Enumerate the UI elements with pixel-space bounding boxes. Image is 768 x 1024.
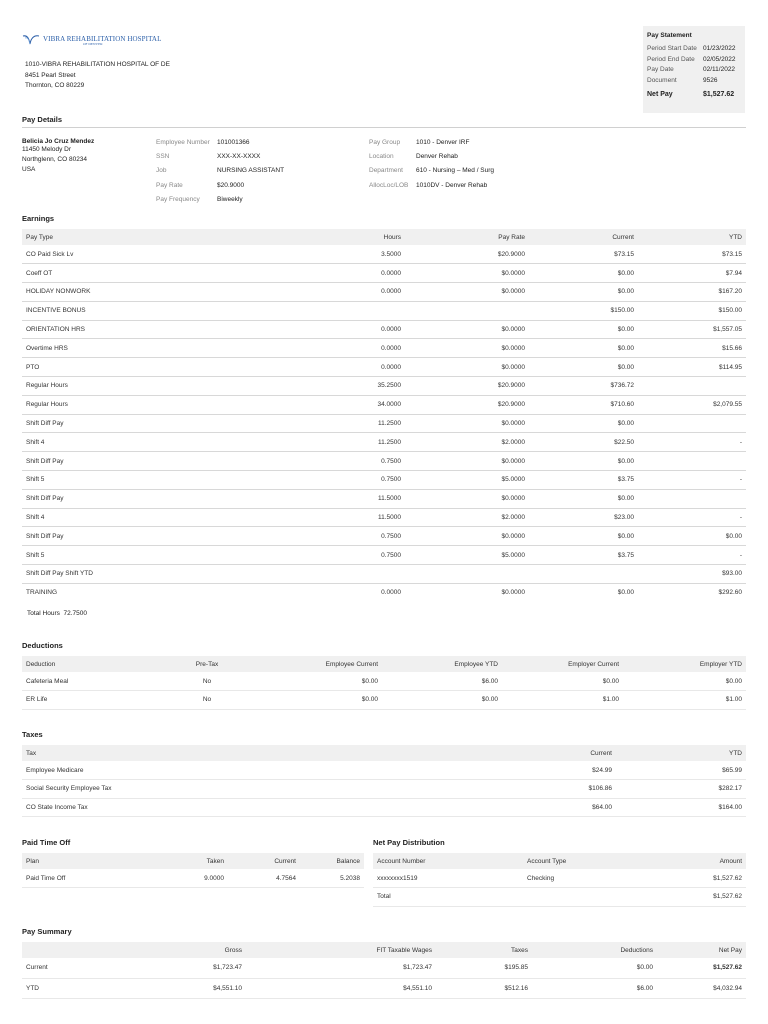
cell: $24.99	[446, 761, 616, 780]
cell: Cafeteria Meal	[22, 672, 147, 691]
npd-header-row	[373, 853, 746, 869]
employee-info	[22, 138, 94, 175]
table-row	[22, 414, 746, 433]
earnings-title: Earnings	[22, 214, 55, 223]
cell: -	[638, 546, 746, 565]
cell: Shift Diff Pay	[22, 414, 302, 433]
cell: $23.00	[529, 508, 638, 527]
cell: 0.0000	[302, 283, 405, 302]
table-row	[22, 527, 746, 546]
col-header: Tax	[22, 745, 446, 761]
cell: $0.00	[529, 339, 638, 358]
cell: $1,527.62	[643, 888, 746, 907]
cell: $0.00	[267, 672, 382, 691]
cell: $0.0000	[405, 452, 529, 471]
employee-address-3: USA	[22, 166, 36, 173]
cell: 0.0000	[302, 583, 405, 602]
detail-row	[156, 192, 284, 206]
detail-label: Pay Frequency	[156, 195, 200, 203]
col-header: Pre-Tax	[147, 656, 267, 672]
company-address	[25, 60, 170, 92]
detail-label: Job	[156, 167, 167, 175]
cell: Shift Diff Pay	[22, 489, 302, 508]
cell: 35.2500	[302, 377, 405, 396]
cell: $1,723.47	[112, 958, 246, 978]
table-row	[22, 301, 746, 320]
taxes-table	[22, 745, 746, 817]
cell: 0.7500	[302, 471, 405, 490]
cell: $0.00	[267, 691, 382, 710]
table-row	[22, 583, 746, 602]
table-row	[22, 320, 746, 339]
statement-label: Document	[647, 76, 677, 84]
detail-value: Biweekly	[217, 195, 243, 203]
cell: $0.00	[529, 583, 638, 602]
cell	[638, 489, 746, 508]
cell: $0.0000	[405, 264, 529, 283]
cell	[405, 301, 529, 320]
col-header: YTD	[638, 229, 746, 245]
cell: HOLIDAY NONWORK	[22, 283, 302, 302]
detail-row	[156, 135, 284, 149]
cell: -	[638, 471, 746, 490]
cell: $3.75	[529, 471, 638, 490]
cell: $4,551.10	[246, 978, 436, 998]
detail-label: Employee Number	[156, 138, 210, 146]
col-header: Amount	[643, 853, 746, 869]
col-header: Net Pay	[657, 942, 746, 958]
cell: $736.72	[529, 377, 638, 396]
cell: $0.00	[529, 414, 638, 433]
table-row	[22, 798, 746, 817]
cell: $93.00	[638, 565, 746, 584]
taxes-title: Taxes	[22, 730, 43, 739]
cell: Shift 5	[22, 471, 302, 490]
net-pay-value: $1,527.62	[703, 91, 735, 98]
employee-address-2: Northglenn, CO 80234	[22, 156, 88, 163]
company-street: 8451 Pearl Street	[25, 71, 76, 79]
statement-net-pay	[647, 91, 741, 98]
summary-header-row	[22, 942, 746, 958]
statement-row	[647, 65, 741, 76]
detail-value: 1010DV - Denver Rehab	[416, 181, 488, 189]
summary-table	[22, 942, 746, 999]
col-header: Pay Type	[22, 229, 302, 245]
cell: 11.5000	[302, 508, 405, 527]
cell: $0.00	[529, 283, 638, 302]
deductions-table	[22, 656, 746, 710]
cell: Regular Hours	[22, 395, 302, 414]
cell: $65.99	[616, 761, 746, 780]
summary-title: Pay Summary	[22, 927, 72, 936]
cell: No	[147, 691, 267, 710]
cell: $20.9000	[497, 250, 525, 258]
cell: $0.00	[529, 264, 638, 283]
cell: $0.00	[529, 527, 638, 546]
cell: $1,527.62	[643, 869, 746, 888]
detail-row	[156, 149, 284, 163]
cell: 5.2038	[300, 869, 364, 888]
cell: $0.0000	[405, 414, 529, 433]
cell: $2.0000	[405, 508, 529, 527]
cell: ORIENTATION HRS	[22, 320, 302, 339]
cell: $20.9000	[405, 395, 529, 414]
cell: $7.94	[638, 264, 746, 283]
cell: 0.0000	[302, 264, 405, 283]
col-header: Current	[228, 853, 300, 869]
pay-statement-title: Pay Statement	[647, 32, 692, 39]
cell: $0.0000	[405, 489, 529, 508]
cell: $0.00	[382, 691, 502, 710]
cell: Current	[22, 958, 112, 978]
detail-value: NURSING ASSISTANT	[217, 167, 285, 175]
total-hours-label: Total Hours	[27, 610, 60, 617]
npd-table	[373, 853, 746, 907]
cell: $73.15	[614, 250, 634, 258]
statement-value: 02/11/2022	[703, 66, 736, 73]
table-row	[22, 452, 746, 471]
cell: 0.0000	[302, 358, 405, 377]
cell: $0.00	[638, 527, 746, 546]
total-hours-value: 72.7500	[63, 610, 87, 617]
cell: Shift 4	[22, 433, 302, 452]
table-row	[22, 471, 746, 490]
cell: 34.0000	[302, 395, 405, 414]
detail-row	[369, 149, 494, 163]
col-header: Pay Rate	[405, 229, 529, 245]
cell: $0.0000	[405, 358, 529, 377]
total-hours	[27, 610, 87, 617]
table-row	[22, 869, 364, 888]
pto-title: Paid Time Off	[22, 838, 71, 847]
detail-label: Location	[369, 152, 394, 160]
cell: Shift 5	[22, 546, 302, 565]
cell: Checking	[523, 869, 643, 888]
col-header: Deduction	[22, 656, 147, 672]
cell: $0.0000	[405, 320, 529, 339]
col-header: Employee YTD	[382, 656, 502, 672]
table-row	[22, 283, 746, 302]
table-row	[22, 672, 746, 691]
cell: Employee Medicare	[22, 761, 446, 780]
cell: $0.00	[532, 958, 657, 978]
cell: $4,551.10	[112, 978, 246, 998]
cell: 0.7500	[302, 452, 405, 471]
cell: $0.0000	[405, 283, 529, 302]
employee-name: Belicia Jo Cruz Mendez	[22, 138, 95, 145]
table-row	[22, 339, 746, 358]
table-row	[22, 489, 746, 508]
cell: $164.00	[616, 798, 746, 817]
cell	[302, 301, 405, 320]
table-row	[22, 958, 746, 978]
col-header: Gross	[112, 942, 246, 958]
cell: $6.00	[532, 978, 657, 998]
table-row	[22, 761, 746, 780]
cell: $6.00	[382, 672, 502, 691]
detail-value: 610 - Nursing – Med / Surg	[416, 167, 495, 175]
cell: YTD	[22, 978, 112, 998]
cell: 4.7564	[228, 869, 300, 888]
cell: $114.95	[638, 358, 746, 377]
cell: $0.00	[529, 358, 638, 377]
npd-title: Net Pay Distribution	[373, 838, 445, 847]
table-row	[22, 433, 746, 452]
table-row	[22, 358, 746, 377]
cell	[529, 565, 638, 584]
table-row	[22, 691, 746, 710]
detail-value: 1010 - Denver IRF	[416, 138, 470, 146]
cell: 0.7500	[302, 546, 405, 565]
cell: $0.00	[529, 489, 638, 508]
cell: 0.7500	[302, 527, 405, 546]
pay-statement-box	[643, 26, 745, 113]
cell: $0.00	[529, 320, 638, 339]
divider	[22, 127, 746, 128]
pay-details-col3	[369, 135, 494, 192]
detail-label: Pay Rate	[156, 181, 183, 189]
col-header: Current	[446, 745, 616, 761]
cell: $0.00	[529, 452, 638, 471]
cell	[638, 377, 746, 396]
cell: Shift 4	[22, 508, 302, 527]
cell: Overtime HRS	[22, 339, 302, 358]
logo-subtext: OF DENVER	[83, 41, 103, 46]
cell	[523, 888, 643, 907]
table-row	[22, 395, 746, 414]
statement-value: 01/23/2022	[703, 45, 736, 52]
net-pay-label: Net Pay	[647, 91, 673, 98]
cell: $1.00	[623, 691, 746, 710]
cell: $73.15	[722, 250, 742, 258]
cell: $150.00	[638, 301, 746, 320]
col-header: Account Number	[373, 853, 523, 869]
cell: $1,723.47	[246, 958, 436, 978]
col-header: Current	[529, 229, 638, 245]
cell: Regular Hours	[22, 377, 302, 396]
detail-label: Department	[369, 167, 403, 175]
col-header: FIT Taxable Wages	[246, 942, 436, 958]
cell: 9.0000	[142, 869, 228, 888]
cell: $167.20	[638, 283, 746, 302]
vibra-swirl-icon	[22, 34, 40, 46]
cell: $22.50	[529, 433, 638, 452]
cell: 11.5000	[302, 489, 405, 508]
table-row	[22, 565, 746, 584]
cell: $1.00	[502, 691, 623, 710]
cell: $3.75	[529, 546, 638, 565]
cell: -	[638, 508, 746, 527]
detail-row	[369, 178, 494, 192]
cell: 11.2500	[302, 414, 405, 433]
col-header: Plan	[22, 853, 142, 869]
detail-row	[369, 164, 494, 178]
cell: $0.0000	[405, 339, 529, 358]
detail-row	[156, 164, 284, 178]
detail-value: XXX-XX-XXXX	[217, 152, 261, 160]
cell: Paid Time Off	[22, 869, 142, 888]
pto-header-row	[22, 853, 364, 869]
col-header: Taxes	[436, 942, 532, 958]
cell: $0.00	[502, 672, 623, 691]
cell: $150.00	[529, 301, 638, 320]
earnings-header-row	[22, 229, 746, 245]
table-row	[22, 377, 746, 396]
cell: 11.2500	[302, 433, 405, 452]
detail-value: $20.9000	[217, 181, 245, 189]
col-header: Employer Current	[502, 656, 623, 672]
detail-row	[369, 135, 494, 149]
statement-label: Pay Date	[647, 66, 674, 73]
cell: CO Paid Sick Lv	[26, 250, 74, 258]
cell: ER Life	[22, 691, 147, 710]
company-city: Thornton, CO 80229	[25, 82, 85, 89]
cell: Shift Diff Pay	[22, 527, 302, 546]
pto-table	[22, 853, 364, 888]
cell	[638, 414, 746, 433]
table-row	[373, 869, 746, 888]
cell: $0.0000	[405, 583, 529, 602]
cell: CO State Income Tax	[22, 798, 446, 817]
statement-row	[647, 55, 741, 66]
cell: 0.0000	[302, 339, 405, 358]
table-row	[22, 780, 746, 799]
detail-label: Pay Group	[369, 138, 401, 146]
col-header: Balance	[300, 853, 364, 869]
npd-total-row	[373, 888, 746, 907]
pay-details-col2	[156, 135, 284, 206]
col-header: Deductions	[532, 942, 657, 958]
cell: $292.60	[638, 583, 746, 602]
cell: $0.00	[623, 672, 746, 691]
table-row	[22, 546, 746, 565]
cell: $710.60	[529, 395, 638, 414]
cell: $64.00	[446, 798, 616, 817]
cell: $106.86	[446, 780, 616, 799]
col-header: Hours	[302, 229, 405, 245]
deductions-header-row	[22, 656, 746, 672]
detail-label: AllocLoc/LOB	[369, 181, 409, 189]
cell: TRAINING	[22, 583, 302, 602]
cell: 3.5000	[381, 250, 401, 258]
col-header	[22, 942, 112, 958]
earnings-table	[22, 229, 746, 602]
cell: Coeff OT	[22, 264, 302, 283]
cell: xxxxxxxx1519	[373, 869, 523, 888]
detail-value: Denver Rehab	[416, 152, 458, 160]
statement-label: Period Start Date	[647, 45, 697, 52]
cell: -	[638, 433, 746, 452]
deductions-title: Deductions	[22, 641, 63, 650]
statement-value: 02/05/2022	[703, 55, 736, 63]
cell: $512.16	[436, 978, 532, 998]
cell: $2.0000	[405, 433, 529, 452]
cell: Shift Diff Pay Shift YTD	[22, 565, 302, 584]
cell: 0.0000	[302, 320, 405, 339]
company-name: 1010-VIBRA REHABILITATION HOSPITAL OF DE	[25, 61, 170, 68]
cell: $1,557.05	[638, 320, 746, 339]
table-row	[22, 508, 746, 527]
col-header: Employee Current	[267, 656, 382, 672]
cell: $5.0000	[405, 471, 529, 490]
cell: $282.17	[616, 780, 746, 799]
cell	[405, 565, 529, 584]
pay-details-title: Pay Details	[22, 115, 63, 124]
statement-value: 9526	[703, 76, 718, 84]
cell: $20.9000	[405, 377, 529, 396]
col-header: Account Type	[523, 853, 643, 869]
statement-row	[647, 44, 741, 55]
table-row	[22, 978, 746, 998]
taxes-header-row	[22, 745, 746, 761]
cell	[638, 452, 746, 471]
col-header: Taken	[142, 853, 228, 869]
table-row	[22, 264, 746, 283]
employee-address-1: 11450 Melody Dr	[22, 146, 72, 153]
col-header: Employer YTD	[623, 656, 746, 672]
cell: Total	[373, 888, 523, 907]
cell: $195.85	[436, 958, 532, 978]
cell: $15.66	[638, 339, 746, 358]
detail-value: 101001366	[217, 138, 250, 146]
statement-row	[647, 76, 741, 87]
detail-row	[156, 178, 284, 192]
cell: PTO	[22, 358, 302, 377]
cell	[302, 565, 405, 584]
statement-label: Period End Date	[647, 55, 695, 63]
cell: $5.0000	[405, 546, 529, 565]
cell: INCENTIVE BONUS	[22, 301, 302, 320]
cell: Social Security Employee Tax	[22, 780, 446, 799]
cell: No	[147, 672, 267, 691]
logo-text: VIBRA REHABILITATION HOSPITAL	[43, 34, 162, 43]
company-logo	[22, 34, 161, 46]
cell: $4,032.94	[657, 978, 746, 998]
table-row	[22, 245, 746, 264]
cell: $0.0000	[405, 527, 529, 546]
detail-label: SSN	[156, 152, 170, 160]
cell: $1,527.62	[657, 958, 746, 978]
cell: $2,079.55	[638, 395, 746, 414]
cell: Shift Diff Pay	[22, 452, 302, 471]
col-header: YTD	[616, 745, 746, 761]
